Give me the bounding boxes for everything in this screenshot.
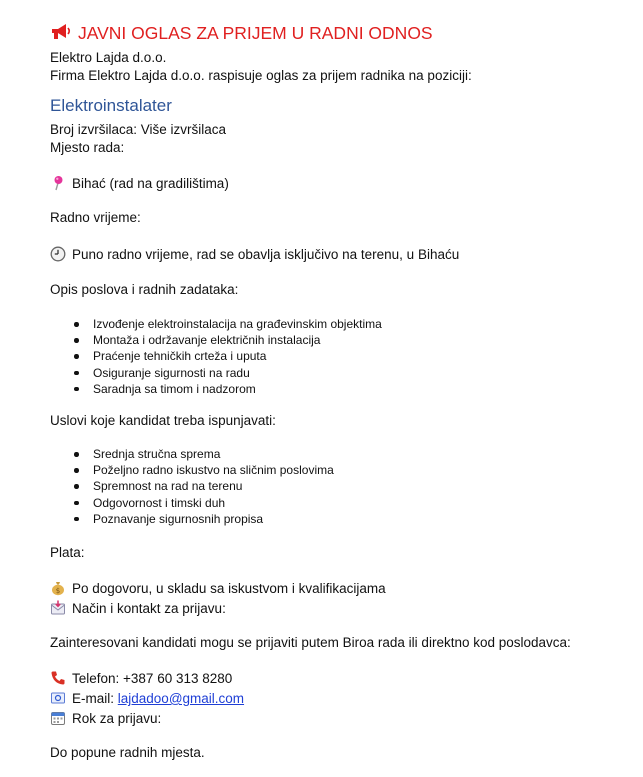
duties-label: Opis poslova i radnih zadataka:	[50, 282, 239, 297]
intro-text: Firma Elektro Lajda d.o.o. raspisuje oglas za prijem radnika na poziciji:	[50, 68, 472, 83]
title-text: JAVNI OGLAS ZA PRIJEM U RADNI ODNOS	[78, 23, 433, 43]
hours-label: Radno vrijeme:	[50, 210, 141, 225]
list-item: Osiguranje sigurnosti na radu	[74, 365, 382, 381]
list-item: Izvođenje elektroinstalacija na građevinskim objektima	[74, 316, 382, 332]
list-item: Odgovornost i timski duh	[74, 495, 334, 511]
clock-icon	[50, 246, 66, 262]
location-row	[50, 175, 229, 193]
deadline-label: Rok za prijavu:	[72, 711, 162, 726]
requirements-label: Uslovi koje kandidat treba ispunjavati:	[50, 413, 276, 428]
email-icon	[50, 690, 66, 706]
list-item: Montaža i održavanje električnih instalacija	[74, 332, 382, 348]
location-label: Mjesto rada:	[50, 140, 125, 155]
envelope-icon	[50, 600, 66, 616]
deadline-value: Do popune radnih mjesta.	[50, 745, 205, 760]
company-name: Elektro Lajda d.o.o.	[50, 50, 167, 65]
list-item: Srednja stručna sprema	[74, 446, 334, 462]
apply-label: Način i kontakt za prijavu:	[72, 601, 226, 616]
list-item: Spremnost na rad na terenu	[74, 478, 334, 494]
email-link[interactable]: lajdadoo@gmail.com	[117, 691, 245, 706]
location-value: Bihać (rad na gradilištima)	[72, 176, 229, 191]
hours-value: Puno radno vrijeme, rad se obavlja isključivo na terenu, u Bihaću	[72, 247, 460, 262]
list-item: Poznavanje sigurnosnih propisa	[74, 511, 334, 527]
page-title	[50, 22, 433, 47]
apply-text: Zainteresovani kandidati mogu se prijaviti putem Biroa rada ili direktno kod poslodavca:	[50, 635, 571, 650]
salary-label: Plata:	[50, 545, 85, 560]
money-bag-icon	[50, 580, 66, 596]
salary-row	[50, 580, 386, 598]
workers-count: Broj izvršilaca: Više izvršilaca	[50, 122, 227, 137]
calendar-icon	[50, 710, 66, 726]
list-item: Praćenje tehničkih crteža i uputa	[74, 348, 382, 364]
megaphone-icon	[50, 22, 72, 47]
phone-value: Telefon: +387 60 313 8280	[72, 671, 233, 686]
apply-row	[50, 600, 226, 618]
email-label: E-mail:	[72, 691, 118, 706]
position-heading: Elektroinstalater	[50, 96, 172, 115]
phone-row	[50, 670, 232, 688]
pushpin-icon	[50, 175, 66, 191]
deadline-row	[50, 710, 161, 728]
list-item: Saradnja sa timom i nadzorom	[74, 381, 382, 397]
svg-text:$: $	[55, 587, 61, 595]
duties-list	[74, 316, 382, 397]
requirements-list	[74, 446, 334, 527]
salary-value: Po dogovoru, u skladu sa iskustvom i kvalifikacijama	[72, 581, 386, 596]
email-row	[50, 690, 244, 708]
phone-icon	[50, 670, 66, 686]
hours-row	[50, 246, 459, 264]
list-item: Poželjno radno iskustvo na sličnim poslovima	[74, 462, 334, 478]
